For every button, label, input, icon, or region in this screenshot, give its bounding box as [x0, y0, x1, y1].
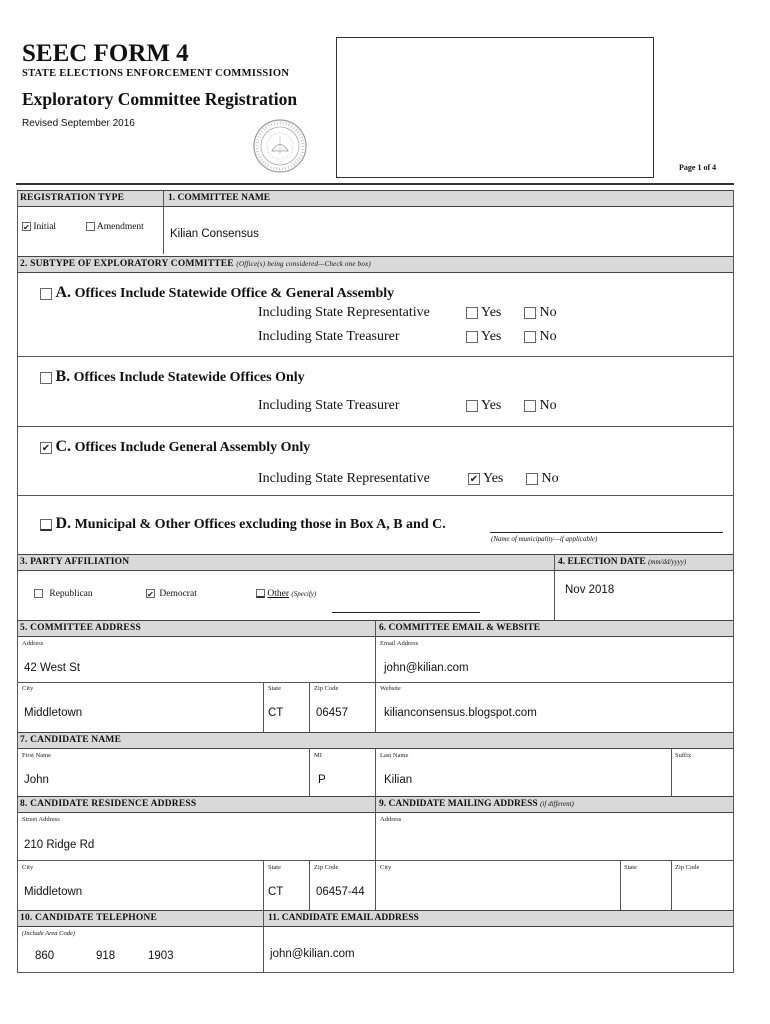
party-republican[interactable] — [34, 589, 93, 599]
no-label: No — [539, 305, 557, 320]
option-b-sub1-no-checkbox[interactable] — [524, 400, 536, 412]
residence-state-label: State — [268, 864, 281, 871]
election-date-label-wrap — [558, 555, 686, 570]
option-b-sub1-yes[interactable] — [466, 398, 501, 414]
residence-city-label: City — [22, 864, 34, 871]
committee-address-value[interactable]: 42 West St — [24, 662, 81, 674]
party-other[interactable] — [256, 589, 316, 599]
municipality-input[interactable] — [490, 532, 723, 533]
democrat-label: Democrat — [159, 589, 197, 599]
candidate-name-label: 7. CANDIDATE NAME — [20, 735, 122, 745]
telephone-line[interactable]: 1903 — [148, 950, 174, 962]
street-address-label: Street Address — [22, 816, 60, 823]
address-field-label: Address — [22, 640, 44, 647]
option-b-title: Offices Include Statewide Offices Only — [73, 370, 305, 385]
subtype-header — [17, 256, 734, 273]
initial-label: Initial — [33, 222, 57, 232]
committee-email-label: 6. COMMITTEE EMAIL & WEBSITE — [379, 623, 541, 633]
option-a-title: Offices Include Statewide Office & General Assembly — [74, 286, 395, 301]
mailing-label: 9. CANDIDATE MAILING ADDRESS — [379, 799, 538, 809]
option-a[interactable] — [40, 284, 394, 302]
no-label: No — [541, 471, 559, 486]
option-a-sub2-no-checkbox[interactable] — [524, 331, 536, 343]
option-b-sub1-no[interactable] — [524, 398, 557, 414]
no-label: No — [539, 329, 557, 344]
subtype-label: 2. SUBTYPE OF EXPLORATORY COMMITTEE — [20, 259, 234, 269]
yes-label: Yes — [480, 398, 502, 413]
page-number: Page 1 of 4 — [679, 163, 717, 172]
office-use-box — [336, 37, 654, 178]
option-c-sub1-yes-checkbox[interactable]: ✔ — [469, 473, 479, 485]
party-democrat[interactable] — [146, 589, 197, 599]
mi-label: MI — [314, 752, 322, 759]
first-name-value[interactable]: John — [24, 774, 49, 786]
option-c-checkbox[interactable]: ✔ — [41, 442, 51, 454]
option-b-sub1-yes-checkbox[interactable] — [466, 400, 478, 412]
party-label: 3. PARTY AFFILIATION — [20, 557, 130, 567]
subtype-note: (Office(s) being considered—Check one box) — [236, 260, 371, 268]
option-a-sub2-label: Including State Treasurer — [258, 329, 400, 344]
option-b-letter: B. — [55, 368, 71, 385]
option-a-sub1-yes-checkbox[interactable] — [466, 307, 478, 319]
residence-zip-label: Zip Code — [314, 864, 339, 871]
registration-initial[interactable] — [22, 222, 56, 232]
form-subtitle: Exploratory Committee Registration — [22, 89, 298, 109]
other-note: (Specify) — [291, 590, 317, 598]
commission-seal — [252, 118, 308, 174]
first-name-label: First Name — [22, 752, 52, 759]
no-label: No — [539, 398, 557, 413]
option-c-sub1-no-checkbox[interactable] — [526, 473, 538, 485]
election-date-note: (mm/dd/yyyy) — [648, 558, 687, 566]
mailing-note: (if different) — [540, 800, 574, 808]
option-a-sub1-label: Including State Representative — [258, 305, 430, 320]
registration-type-header — [17, 190, 734, 207]
option-c[interactable] — [40, 438, 310, 456]
mailing-label-wrap — [379, 797, 574, 812]
mailing-city-label: City — [380, 864, 392, 871]
option-c-letter: C. — [55, 438, 72, 455]
mailing-state-label: State — [624, 864, 637, 871]
other-party-input[interactable] — [332, 612, 480, 613]
option-b[interactable] — [40, 368, 305, 386]
email-field-label: Email Address — [380, 640, 419, 647]
option-a-checkbox[interactable] — [40, 288, 52, 300]
municipality-note: (Name of municipality—if applicable) — [491, 535, 598, 543]
telephone-area-code[interactable]: 860 — [35, 950, 55, 962]
residence-zip-value[interactable]: 06457-44 — [316, 886, 365, 898]
telephone-label: 10. CANDIDATE TELEPHONE — [20, 913, 158, 923]
form-title: SEEC FORM 4 — [22, 40, 189, 67]
telephone-prefix[interactable]: 918 — [96, 950, 116, 962]
residence-state-value[interactable]: CT — [268, 886, 284, 898]
yes-label: Yes — [480, 305, 502, 320]
committee-zip-value[interactable]: 06457 — [316, 707, 348, 719]
revised-date: Revised September 2016 — [22, 118, 135, 129]
committee-city-value[interactable]: Middletown — [24, 707, 83, 719]
website-field-label: Website — [380, 685, 401, 692]
mailing-address-label: Address — [380, 816, 402, 823]
option-a-sub1-no[interactable] — [524, 305, 557, 321]
option-a-letter: A. — [55, 284, 72, 301]
committee-website-value[interactable]: kilianconsensus.blogspot.com — [384, 707, 537, 719]
candidate-email-value[interactable]: john@kilian.com — [270, 948, 355, 960]
option-c-title: Offices Include General Assembly Only — [74, 440, 311, 455]
election-date-value[interactable]: Nov 2018 — [565, 584, 615, 596]
option-d-title: Municipal & Other Offices excluding those in Box A, B and C. — [74, 517, 446, 532]
committee-name-value[interactable]: Kilian Consensus — [170, 228, 259, 240]
initial-checkbox[interactable]: ✔ — [23, 223, 30, 233]
option-b-checkbox[interactable] — [40, 372, 52, 384]
amendment-label: Amendment — [96, 222, 144, 232]
option-a-sub2-yes-checkbox[interactable] — [466, 331, 478, 343]
suffix-label: Suffix — [675, 752, 692, 759]
mi-value[interactable]: P — [318, 774, 326, 786]
republican-checkbox[interactable] — [34, 589, 43, 598]
candidate-name-header — [17, 732, 734, 749]
last-name-label: Last Name — [380, 752, 409, 759]
residence-street-value[interactable]: 210 Ridge Rd — [24, 839, 95, 851]
city-field-label: City — [22, 685, 34, 692]
committee-name-label: 1. COMMITTEE NAME — [168, 193, 271, 203]
option-a-sub1-no-checkbox[interactable] — [524, 307, 536, 319]
yes-label: Yes — [482, 471, 504, 486]
residence-city-value[interactable]: Middletown — [24, 886, 83, 898]
telephone-note: (Include Area Code) — [22, 930, 76, 937]
registration-type-label: REGISTRATION TYPE — [20, 193, 125, 203]
yes-label: Yes — [480, 329, 502, 344]
committee-state-value[interactable]: CT — [268, 707, 284, 719]
option-d-checkbox[interactable] — [40, 519, 52, 531]
option-c-sub1-no[interactable] — [526, 471, 559, 487]
option-c-sub1-yes[interactable] — [468, 471, 503, 487]
candidate-email-label: 11. CANDIDATE EMAIL ADDRESS — [268, 913, 419, 923]
republican-label: Republican — [49, 589, 93, 599]
registration-amendment[interactable] — [86, 222, 144, 232]
other-checkbox[interactable] — [256, 589, 265, 598]
option-c-sub1-label: Including State Representative — [258, 471, 430, 486]
residence-label: 8. CANDIDATE RESIDENCE ADDRESS — [20, 799, 197, 809]
option-a-sub2-no[interactable] — [524, 329, 557, 345]
option-d-letter: D. — [55, 515, 72, 532]
zip-field-label: Zip Code — [314, 685, 339, 692]
option-a-sub2-yes[interactable] — [466, 329, 501, 345]
committee-address-label: 5. COMMITTEE ADDRESS — [20, 623, 141, 633]
option-b-sub1-label: Including State Treasurer — [258, 398, 400, 413]
last-name-value[interactable]: Kilian — [384, 774, 413, 786]
agency-name: STATE ELECTIONS ENFORCEMENT COMMISSION — [22, 68, 290, 79]
option-d[interactable] — [40, 515, 446, 533]
option-a-sub1-yes[interactable] — [466, 305, 501, 321]
other-label: Other — [267, 589, 290, 599]
committee-email-value[interactable]: john@kilian.com — [384, 662, 469, 674]
mailing-zip-label: Zip Code — [675, 864, 700, 871]
state-field-label: State — [268, 685, 281, 692]
amendment-checkbox[interactable] — [86, 222, 95, 231]
democrat-checkbox[interactable]: ✔ — [147, 590, 154, 600]
election-date-label: 4. ELECTION DATE — [558, 557, 646, 567]
